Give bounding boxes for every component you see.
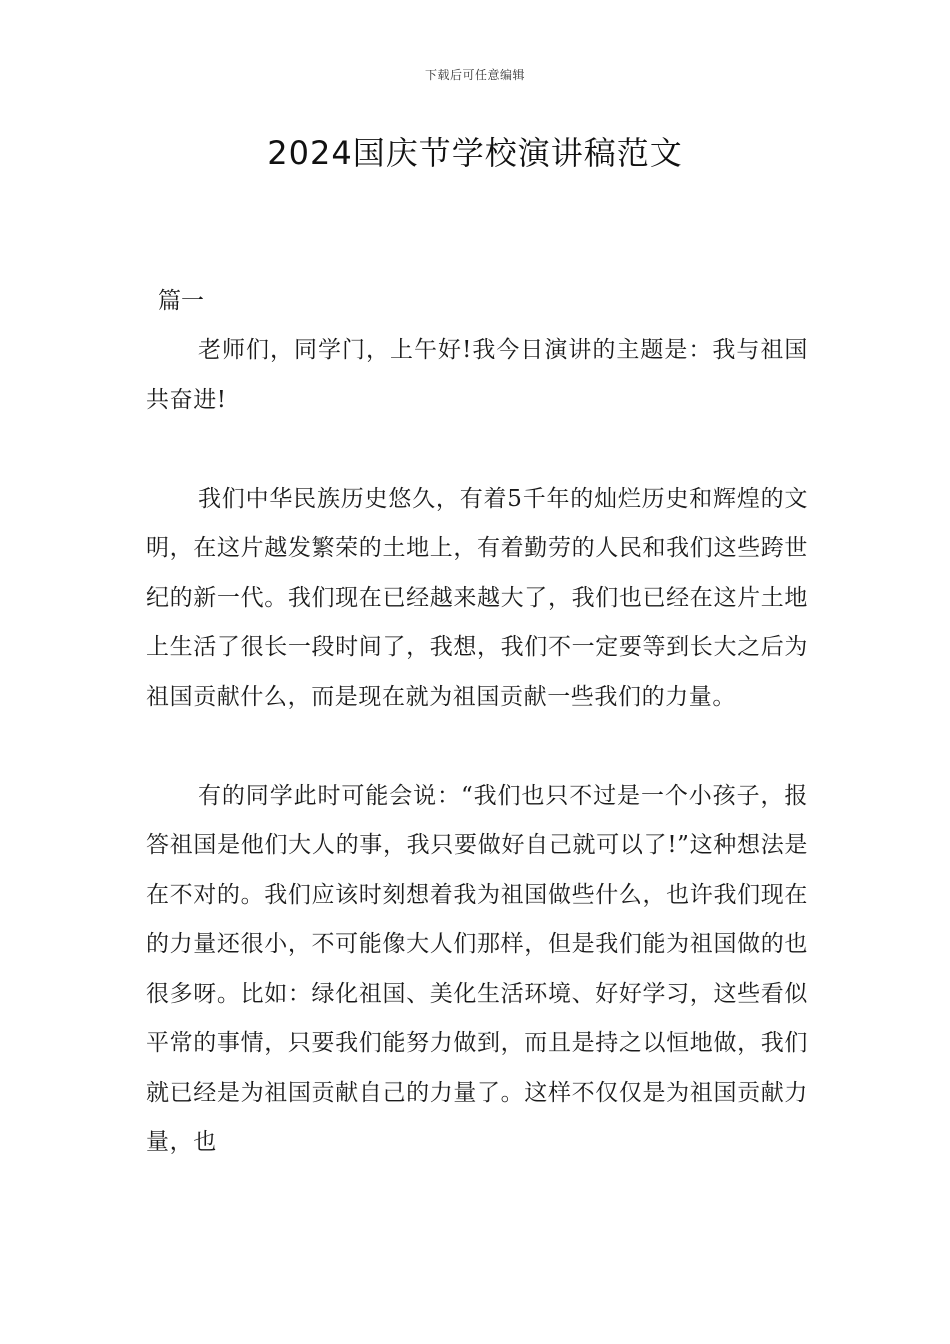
paragraph-3: 有的同学此时可能会说：“我们也只不过是一个小孩子，报答祖国是他们大人的事，我只要做好自己就可以了!”这种想法是在不对的。我们应该时刻想着我为祖国做些什么，也许我们现在的力量还很小，不可能像大人们那样，但是我们能为祖国做的也很多呀。比如：绿化祖国、美化生活环境、好好学习，这些看似平常的事情，只要我们能努力做到，而且是持之以恒地做，我们就已经是为祖国贡献自己的力量了。这样不仅仅是为祖国贡献力量，也 (146, 782, 808, 1155)
paragraph-1: 老师们，同学门，上午好!我今日演讲的主题是：我与祖国共奋进! (146, 337, 808, 413)
paragraph-gap (146, 722, 808, 772)
header-note: 下载后可任意编辑 (424, 68, 525, 82)
paragraph-gap (146, 425, 808, 475)
document-body (146, 326, 808, 1168)
paragraph-2: 我们中华民族历史悠久，有着5千年的灿烂历史和辉煌的文明，在这片越发繁荣的土地上，有着勤劳的人民和我们这些跨世纪的新一代。我们现在已经越来越大了，我们也已经在这片土地上生活了很长一段时间了，我想，我们不一定要等到长大之后为祖国贡献什么，而是现在就为祖国贡献一些我们的力量。 (146, 485, 808, 710)
section-label: 篇一 (158, 288, 204, 314)
document-title: 2024国庆节学校演讲稿范文 (267, 134, 683, 172)
